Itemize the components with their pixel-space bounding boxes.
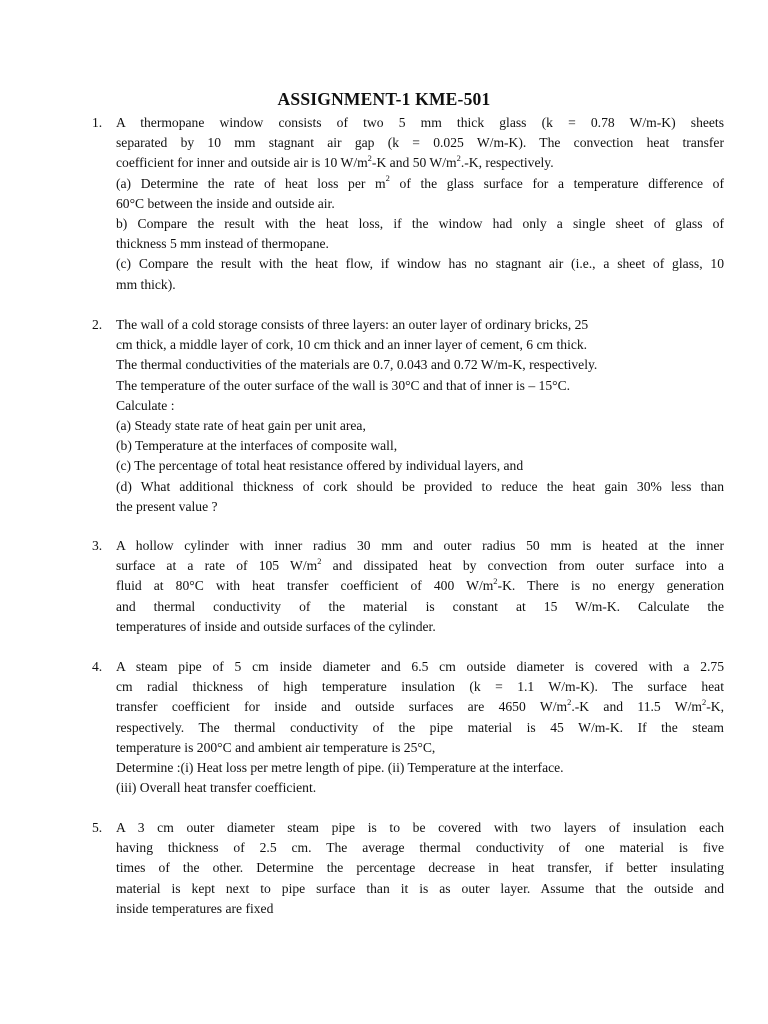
question-line: Calculate : (116, 397, 175, 413)
question-number: 2. (92, 317, 103, 332)
question-line: mm thick). (116, 276, 176, 292)
question-line: A 3 cm outer diameter steam pipe is to be covered with two layers of insulation each (116, 820, 724, 835)
question-line: and thermal conductivity of the material is constant at 15 W/m-K. Calculate the (116, 598, 724, 614)
question-line: temperatures of inside and outside surfaces of the cylinder. (116, 618, 436, 634)
question-body (116, 536, 724, 637)
question-line: 60°C between the inside and outside air. (116, 195, 335, 211)
question-line: (c) The percentage of total heat resistance offered by individual layers, and (116, 458, 524, 474)
question-line: fluid at 80°C with heat transfer coefficient of 400 $W/m^2-K$. There is no energy generation (116, 575, 724, 594)
question-line: (c) Compare the result with the heat flow, if window has no stagnant air (i.e., a sheet of glass, 10 (116, 256, 724, 272)
question-line: (b) Temperature at the interfaces of composite wall, (116, 438, 398, 454)
question-line: cm radial thickness of high temperature insulation (k = 1.1 W/m-K). The surface heat (116, 679, 724, 695)
question-line: temperature is 200°C and ambient air temperature is 25°C, (116, 739, 436, 755)
question-line: (a) Steady state rate of heat gain per unit area, (116, 417, 366, 433)
question-line: coefficient for inner and outside air is 10 $W/m^2-K$ and 50 $W/m^2.-K$, respectively. (116, 152, 554, 171)
question-number: 3. (92, 538, 103, 553)
question-line: The temperature of the outer surface of the wall is 30°C and that of inner is – 15°C. (116, 377, 571, 393)
question-line: The wall of a cold storage consists of three layers: an outer layer of ordinary bricks, 25 (116, 317, 589, 332)
question-line: times of the other. Determine the percentage decrease in heat transfer, if better insulating (116, 860, 724, 876)
question-line: A hollow cylinder with inner radius 30 mm and outer radius 50 mm is heated at the inner (116, 538, 724, 553)
question-line: The thermal conductivities of the materials are 0.7, 0.043 and 0.72 W/m-K, respectively. (116, 357, 598, 373)
question-line: transfer coefficient for inside and outside surfaces are 4650 $W/m^2.-K$ and 11.5 $W/m^2-K$, (116, 696, 724, 715)
question-line: Determine :(i) Heat loss per metre length of pipe. (ii) Temperature at the interface. (116, 759, 564, 775)
question-line: A thermopane window consists of two 5 mm thick glass (k = 0.78 W/m-K) sheets (116, 115, 724, 130)
question-line: cm thick, a middle layer of cork, 10 cm thick and an inner layer of cement, 6 cm thick. (116, 337, 588, 353)
question-line: separated by 10 mm stagnant air gap (k = 0.025 W/m-K). The convection heat transfer (116, 135, 724, 151)
question-number: 4. (92, 659, 103, 674)
question-body (116, 818, 724, 919)
question-line: A steam pipe of 5 cm inside diameter and 6.5 cm outside diameter is covered with a 2.75 (116, 659, 724, 674)
question-line: (a) Determine the rate of heat loss per $m^2$ of the glass surface for a temperature difference of (116, 173, 725, 191)
question-body (116, 113, 724, 295)
question-line: surface at a rate of 105 $W/m^2$ and dissipated heat by convection from outer surface into a (116, 555, 724, 574)
question-body (116, 315, 724, 517)
question-line: respectively. The thermal conductivity of the pipe material is 45 W/m-K. If the steam (116, 719, 724, 735)
question-line: the present value ? (116, 498, 218, 514)
question-line: inside temperatures are fixed (116, 900, 274, 916)
question-line: having thickness of 2.5 cm. The average thermal conductivity of one material is five (116, 840, 724, 856)
question-line: b) Compare the result with the heat loss, if the window had only a single sheet of glass of (116, 215, 724, 231)
question-line: (d) What additional thickness of cork should be provided to reduce the heat gain 30% less than (116, 478, 724, 494)
question-number: 1. (92, 115, 103, 130)
page-title: ASSIGNMENT-1 KME-501 (277, 89, 491, 109)
question-line: thickness 5 mm instead of thermopane. (116, 236, 329, 252)
question-body (116, 657, 724, 798)
question-line: material is kept next to pipe surface than it is as outer layer. Assume that the outside and (116, 880, 724, 896)
question-number: 5. (92, 820, 103, 835)
question-line: (iii) Overall heat transfer coefficient. (116, 780, 317, 796)
